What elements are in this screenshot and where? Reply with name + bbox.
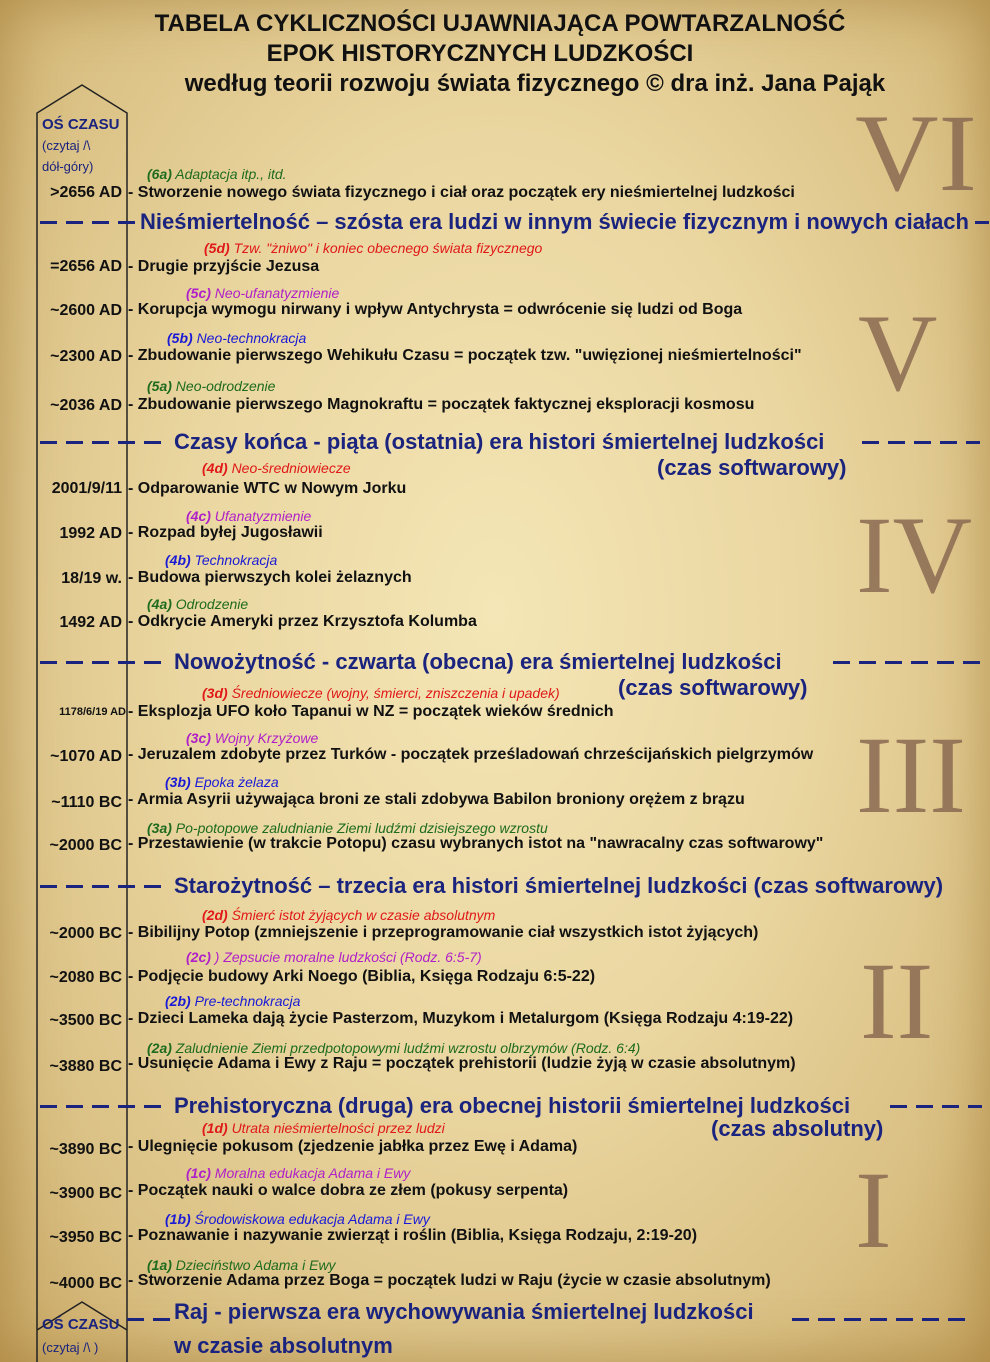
axis-sub-top-2: dół-góry) — [42, 159, 94, 174]
phase-1a: (1a) Dzieciństwo Adama i Ewy — [147, 1257, 336, 1273]
date-5c: ~2600 AD — [50, 302, 122, 319]
date-4c: 1992 AD — [59, 525, 122, 542]
phase-2d: (2d) Śmierć istot żyjących w czasie absolutnym — [202, 907, 496, 923]
phase-5b: (5b) Neo-technokracja — [167, 330, 307, 346]
era-divider-1-right — [792, 1318, 972, 1321]
era-5-title: Czasy końca - piąta (ostatnia) era histori śmiertelnej ludzkości — [174, 429, 825, 454]
event-1d: - Ulegnięcie pokusom (zjedzenie jabłka przez Ewę i Adama) — [128, 1138, 578, 1155]
date-3b: ~1110 BC — [51, 794, 122, 811]
event-1c: - Początek nauki o walce dobra ze złem (pokusy serpenta) — [128, 1182, 569, 1199]
era-1-subtitle: w czasie absolutnym — [174, 1333, 393, 1358]
era-divider-4-right — [833, 661, 983, 664]
era-2-title: Prehistoryczna (druga) era obecnej historii śmiertelnej ludzkości — [174, 1093, 851, 1118]
title-line-2: EPOK HISTORYCZNYCH LUDZKOŚCI — [266, 40, 694, 67]
event-4a: - Odkrycie Ameryki przez Krzysztofa Kolumba — [128, 613, 477, 630]
phase-3d: (3d) Średniowiecze (wojny, śmierci, zniszczenia i upadek) — [202, 685, 560, 701]
era-divider-6-left — [40, 221, 136, 224]
roman-numeral-1: I — [855, 1149, 892, 1271]
era-6-title: Nieśmiertelność – szósta era ludzi w innym świecie fizycznym i nowych ciałach — [140, 209, 969, 234]
era-5-subtitle: (czas softwarowy) — [657, 455, 847, 480]
event-2d: - Bibilijny Potop (zmniejszenie i przeprogramowanie ciał wszystkich istot żyjących) — [128, 924, 759, 941]
date-3d: 1178/6/19 AD — [59, 706, 126, 718]
phase-3c: (3c) Wojny Krzyżowe — [186, 730, 319, 746]
phase-3a: (3a) Po-potopowe zaludnianie Ziemi ludźmi dzisiejszego wzrostu — [147, 820, 548, 836]
date-4a: 1492 AD — [59, 614, 122, 631]
event-3b: - Armia Asyrii używająca broni ze stali zdobywa Babilon broniony orężem z brązu — [128, 791, 745, 808]
phase-5a: (5a) Neo-odrodzenie — [147, 378, 276, 394]
era-divider-4-left — [40, 661, 168, 664]
date-5a: ~2036 AD — [50, 397, 122, 414]
event-1a: - Stworzenie Adama przez Boga = początek ludzi w Raju (życie w czasie absolutnym) — [128, 1272, 771, 1289]
axis-label-top: OŚ CZASU — [42, 116, 120, 133]
phase-4c: (4c) Ufanatyzmienie — [186, 508, 312, 524]
phase-4a: (4a) Odrodzenie — [147, 596, 249, 612]
event-3a: - Przestawienie (w trakcie Potopu) czasu wybranych istot na "nawracalny czas softwarowy" — [128, 835, 824, 852]
date-2c: ~2080 BC — [49, 969, 122, 986]
date-3a: ~2000 BC — [49, 837, 122, 854]
phase-1c: (1c) Moralna edukacja Adama i Ewy — [186, 1165, 411, 1181]
event-2a: - Usunięcie Adama i Ewy z Raju = początek prehistorii (ludzie żyją w czasie absolutnym) — [128, 1055, 796, 1072]
roman-numeral-3: III — [856, 714, 966, 836]
event-2c: - Podjęcie budowy Arki Noego (Biblia, Księga Rodzaju 6:5-22) — [128, 968, 596, 985]
era-divider-3-left — [40, 885, 168, 888]
phase-4d: (4d) Neo-średniowiecze — [202, 460, 351, 476]
date-1a: ~4000 BC — [49, 1275, 122, 1292]
date-2a: ~3880 BC — [49, 1058, 122, 1075]
phase-6a: (6a) Adaptacja itp., itd. — [147, 166, 287, 182]
roman-numeral-5: V — [858, 292, 938, 414]
era-divider-2-left — [40, 1105, 168, 1108]
roman-numeral-4: IV — [856, 494, 973, 616]
era-1-title: Raj - pierwsza era wychowywania śmiertelnej ludzkości — [174, 1299, 754, 1324]
event-5d: - Drugie przyjście Jezusa — [128, 258, 320, 275]
era-2-subtitle: (czas absolutny) — [711, 1116, 884, 1141]
date-4d: 2001/9/11 — [51, 480, 122, 497]
event-4d: - Odparowanie WTC w Nowym Jorku — [128, 480, 407, 497]
phase-5c: (5c) Neo-ufanatyzmienie — [186, 285, 340, 301]
era-4-title: Nowożytność - czwarta (obecna) era śmiertelnej ludzkości — [174, 649, 782, 674]
era-divider-1-left — [127, 1318, 171, 1321]
phase-1d: (1d) Utrata nieśmiertelności przez ludzi — [202, 1120, 445, 1136]
date-1b: ~3950 BC — [49, 1229, 122, 1246]
era-divider-5-right — [862, 441, 980, 444]
event-1b: - Poznawanie i nazywanie zwierząt i roślin (Biblia, Księga Rodzaju, 2:19-20) — [128, 1227, 698, 1244]
date-3c: ~1070 AD — [50, 748, 122, 765]
date-2d: ~2000 BC — [49, 925, 122, 942]
era-3-title: Starożytność – trzecia era histori śmiertelnej ludzkości (czas softwarowy) — [174, 873, 944, 898]
event-6a: - Stworzenie nowego świata fizycznego i ciał oraz początek ery nieśmiertelnej ludzkości — [128, 184, 795, 201]
phase-2a: (2a) Zaludnienie Ziemi przedpotopowymi ludźmi wzrostu olbrzymów (Rodz. 6:4) — [147, 1040, 641, 1056]
axis-label-bottom: OŚ CZASU — [42, 1316, 120, 1333]
roman-numeral-6: VI — [855, 92, 977, 214]
phase-5d: (5d) Tzw. "żniwo" i koniec obecnego świata fizycznego — [204, 240, 543, 256]
date-5d: =2656 AD — [50, 258, 122, 275]
roman-numeral-2: II — [860, 940, 934, 1062]
event-2b: - Dzieci Lameka dają życie Pasterzom, Muzykom i Metalurgom (Księga Rodzaju 4:19-22) — [128, 1010, 794, 1027]
era-divider-6-right — [975, 221, 989, 224]
era-divider-2-right — [890, 1105, 982, 1108]
phase-1b: (1b) Środowiskowa edukacja Adama i Ewy — [165, 1211, 430, 1227]
axis-sub-bottom: (czytaj /\ ) — [42, 1340, 99, 1355]
event-5c: - Korupcja wymogu nirwany i wpływ Antychrysta = odwrócenie się ludzi od Boga — [128, 301, 743, 318]
event-3d: - Eksplozja UFO koło Tapanui w NZ = początek wieków średnich — [128, 703, 614, 720]
phase-4b: (4b) Technokracja — [165, 552, 278, 568]
axis-sub-top-1: (czytaj /\ — [42, 138, 91, 153]
event-5b: - Zbudowanie pierwszego Wehikułu Czasu = początek tzw. "uwięzionej nieśmiertelności" — [128, 347, 802, 364]
date-4b: 18/19 w. — [61, 570, 122, 587]
event-5a: - Zbudowanie pierwszego Magnokraftu = początek faktycznej eksploracji kosmosu — [128, 396, 755, 413]
era-divider-5-left — [40, 441, 168, 444]
phase-3b: (3b) Epoka żelaza — [165, 774, 279, 790]
event-3c: - Jeruzalem zdobyte przez Turków - początek prześladowań chrześcijańskich pielgrzymów — [128, 746, 814, 763]
phase-2b: (2b) Pre-technokracja — [165, 993, 301, 1009]
event-4c: - Rozpad byłej Jugosławii — [128, 524, 323, 541]
event-4b: - Budowa pierwszych kolei żelaznych — [128, 569, 412, 586]
era-4-subtitle: (czas softwarowy) — [618, 675, 808, 700]
phase-2c: (2c) ) Zepsucie moralne ludzkości (Rodz. 6:5-7) — [186, 949, 482, 965]
title-line-3: według teorii rozwoju świata fizycznego © dra inż. Jana Pająk — [184, 70, 886, 97]
title-line-1: TABELA CYKLICZNOŚCI UJAWNIAJĄCA POWTARZALNOŚĆ — [154, 10, 846, 37]
date-5b: ~2300 AD — [50, 348, 122, 365]
date-6a: >2656 AD — [50, 184, 122, 201]
date-1d: ~3890 BC — [49, 1141, 122, 1158]
date-2b: ~3500 BC — [49, 1012, 122, 1029]
date-1c: ~3900 BC — [49, 1185, 122, 1202]
